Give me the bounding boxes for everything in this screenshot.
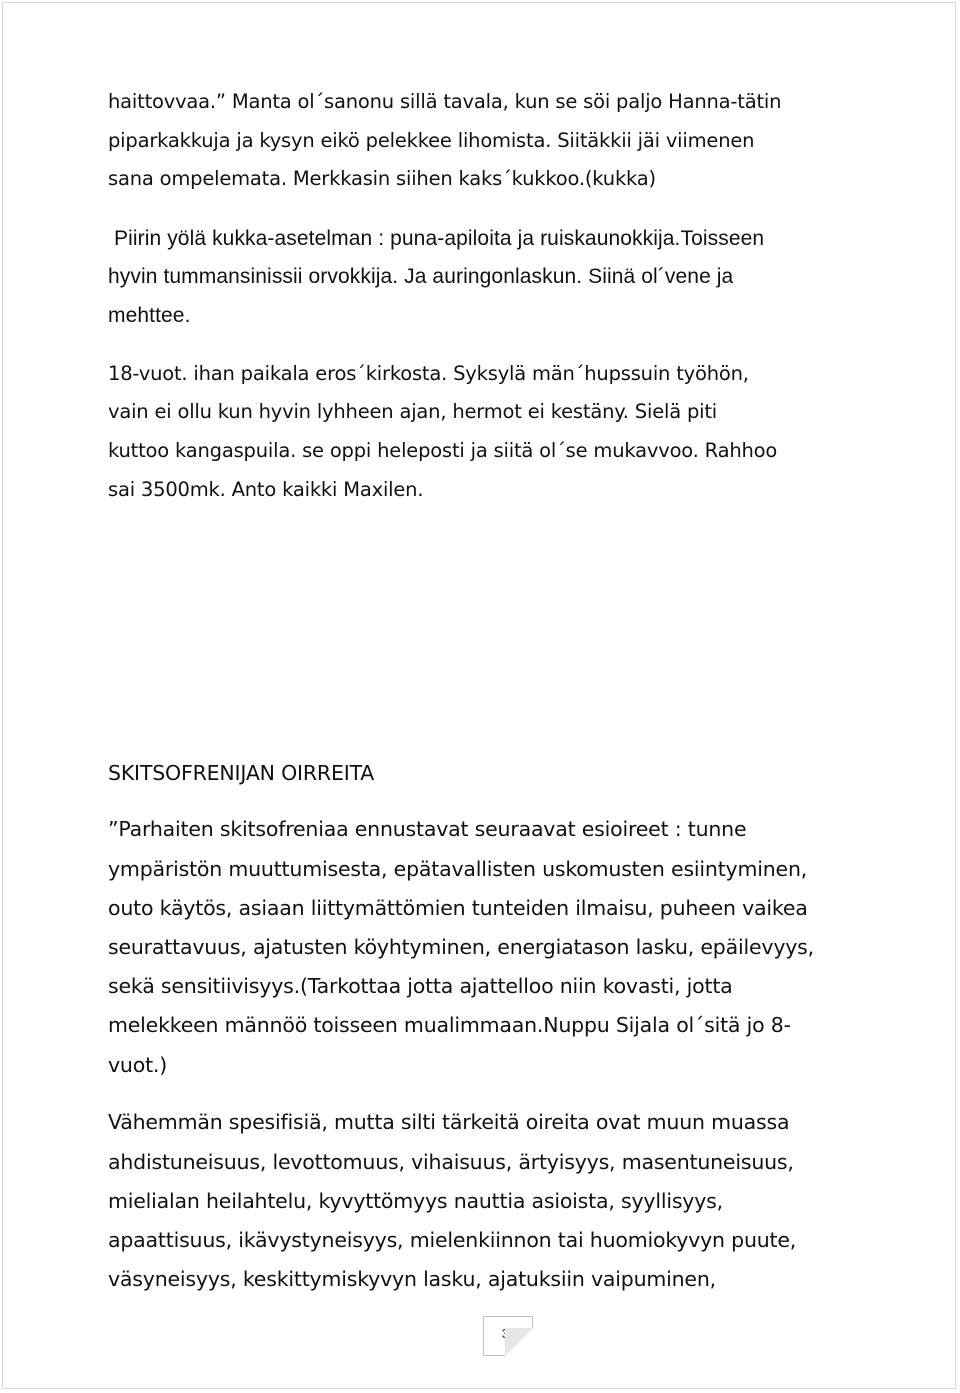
page-number: 37: [501, 1326, 517, 1341]
text-line: outo käytös, asiaan liittymättömien tunteiden ilmaisu, puheen vaikea: [108, 896, 808, 920]
text-line: väsyneisyys, keskittymiskyvyn lasku, ajatuksiin vaipuminen,: [108, 1267, 716, 1291]
text-line: Piirin yölä kukka-asetelman : puna-apiloita ja ruiskaunokkija.Toisseen: [114, 227, 765, 250]
text-line: ympäristön muuttumisesta, epätavallisten uskomusten esiintyminen,: [108, 857, 808, 881]
text-line: vuot.): [108, 1053, 168, 1077]
text-line: mielialan heilahtelu, kyvyttömyys nauttia asioista, syyllisyys,: [108, 1189, 723, 1213]
text-line: melekkeen männöö toisseen mualimmaan.Nuppu Sijala ol´sitä jo 8-: [108, 1013, 791, 1037]
text-line: hyvin tummansinissii orvokkija. Ja auringonlaskun. Siinä ol´vene ja: [108, 265, 734, 288]
page-border: [2, 2, 956, 1389]
text-line: seurattavuus, ajatusten köyhtyminen, energiatason lasku, epäilevyys,: [108, 935, 814, 959]
section-heading: SKITSOFRENIJAN OIRREITA: [108, 761, 375, 785]
text-line: Vähemmän spesifisiä, mutta silti tärkeitä oireita ovat muun muassa: [108, 1110, 790, 1134]
text-line: kuttoo kangaspuila. se oppi heleposti ja siitä ol´se mukavvoo. Rahhoo: [108, 439, 778, 462]
text-line: ahdistuneisuus, levottomuus, vihaisuus, ärtyisyys, masentuneisuus,: [108, 1150, 794, 1174]
text-line: piparkakkuja ja kysyn eikö pelekkee lihomista. Siitäkkii jäi viimenen: [108, 129, 755, 152]
text-line: apaattisuus, ikävystyneisyys, mielenkiinnon tai huomiokyvyn puute,: [108, 1228, 797, 1252]
text-line: vain ei ollu kun hyvin lyhheen ajan, hermot ei kestäny. Sielä piti: [108, 400, 718, 423]
text-line: ”Parhaiten skitsofreniaa ennustavat seuraavat esioireet : tunne: [108, 817, 747, 841]
text-line: mehttee.: [108, 304, 191, 327]
page-number-box: [483, 1316, 533, 1356]
text-line: 18-vuot. ihan paikala eros´kirkosta. Syksylä män´hupssuin työhön,: [108, 362, 749, 385]
text-line: sekä sensitiivisyys.(Tarkottaa jotta ajattelloo niin kovasti, jotta: [108, 974, 733, 998]
text-line: sai 3500mk. Anto kaikki Maxilen.: [108, 478, 424, 501]
text-line: sana ompelemata. Merkkasin siihen kaks´kukkoo.(kukka): [108, 167, 656, 190]
text-line: haittovvaa.” Manta ol´sanonu sillä tavala, kun se söi paljo Hanna-tätin: [108, 90, 782, 113]
